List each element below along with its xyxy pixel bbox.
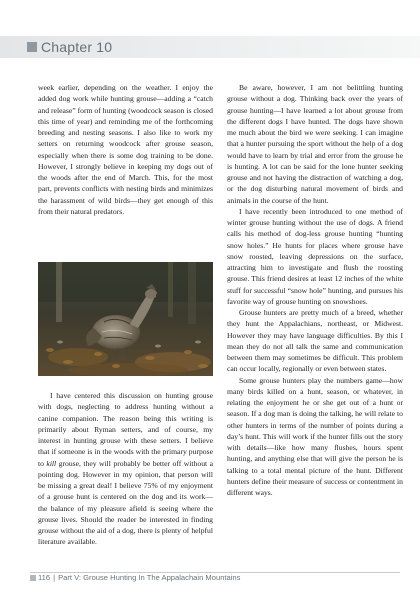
page-footer <box>38 572 240 584</box>
left-column-top <box>38 82 213 217</box>
emphasis-text: kill <box>46 458 57 468</box>
grouse-photo <box>38 262 213 376</box>
paragraph-text-end: grouse, they will probably be better off without a pointing dog. However in my opinion, that person will be missing a great deal! I believe 75% of my enjoyment of a grouse hunt is centered on the dog and its work—the balance of my pleasure afield is seeing where the grouse lives. Should the reader be interested in finding grouse without the aid of a dog, there is plenty of helpful literature available. <box>38 458 213 547</box>
chapter-marker-square <box>27 42 37 52</box>
footer-separator: | <box>53 573 56 582</box>
paragraph: Grouse hunters are pretty much of a breed, whether they hunt the Appalachians, northeast, or Midwest. However they may have language difficulties. By this I mean they do not all talk the same and communication between them may sometimes be difficult. This problem can occur locally, regionally or even between states. <box>227 308 403 374</box>
paragraph: week earlier, depending on the weather. I enjoy the added dog work while hunting grouse—adding a “catch and release” form of hunting (woodcock season is closed this time of year) and reminding me of the forthcoming breeding and nesting seasons. I also like to work my setters on returning woodcock after grouse season, especially when there is some dog training to be done. However, I strongly believe in keeping my dogs out of the woods after the end of March. This, for the most part, prevents conflicts with nesting birds and minimizes the harassment of wild birds—they get enough of this from their natural predators. <box>38 83 213 216</box>
paragraph-text-start: I have centered this discussion on hunting grouse with dogs, neglecting to address hunting without a canine companion. The reason being this writing is primarily about Ryman setters, and of course, my interest in hunting grouse with these setters. I believe that if someone is in the woods with the primary purpose to <box>38 391 213 468</box>
paragraph: I have recently been introduced to one method of winter grouse hunting without the use of dogs. A friend calls his method of dog-less grouse hunting “hunting snow holes.” He hunts for places where grouse have snow roosted, leaving depressions on the surface, attracting him to investigate and flush the roosting grouse. This friend desires at least 12 inches of the white stuff for successful “snow hole” hunting, and pursues his favorite way of grouse hunting on snowshoes. <box>227 206 403 306</box>
running-title: Part V: Grouse Hunting In The Appalachain Mountains <box>58 573 241 582</box>
right-column <box>227 82 403 498</box>
paragraph <box>38 390 213 548</box>
footer-marker-square <box>30 575 36 581</box>
paragraph: Some grouse hunters play the numbers game—how many birds killed on a hunt, season, or whatever, in relating the enjoyment he or she get out of a hunt or season. If a dog man is doing the talking, he will relate to other hunters in terms of the number of points during a day’s hunt. This will work if the hunter fills out the story with details—like how many flushes, hours spent hunting, and anything else that will give the person he is talking to a total mental picture of the hunt. Different hunters define their measure of success or contentment in different ways. <box>227 375 403 497</box>
ruffed-grouse-image <box>38 262 213 376</box>
paragraph: Be aware, however, I am not belittling hunting grouse without a dog. Thinking back over the years of grouse hunting—I have learned a lot about grouse from the different dogs I have hunted. The dogs have shown me much about the bird we were seeking. I can imagine that a hunter pursuing the sport without the help of a dog would have to learn by trial and error from the grouse he is hunting. A lot can be said for the lone hunter seeking grouse and not having the distraction of watching a dog, or the dog disturbing natural movement of birds and animals in the course of the hunt. <box>227 83 403 205</box>
left-column-bottom <box>38 390 213 548</box>
chapter-title: Chapter 10 <box>41 39 113 55</box>
page-number: 116 <box>38 573 51 582</box>
